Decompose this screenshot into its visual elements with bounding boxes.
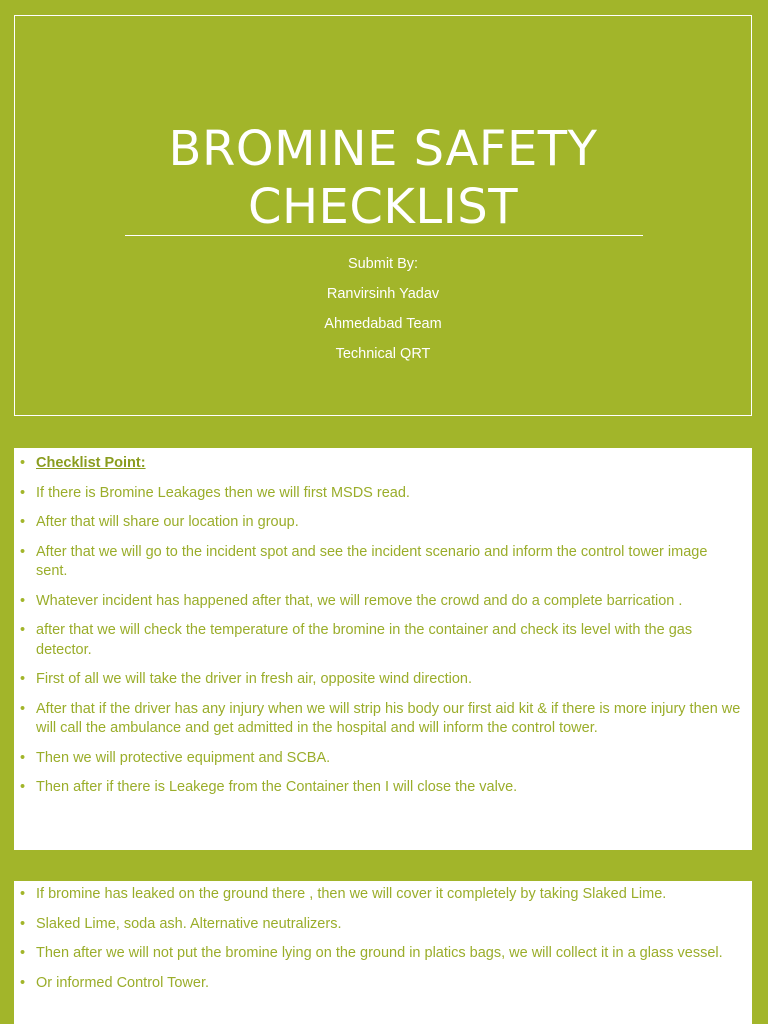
title-line-1: BROMINE SAFETY — [168, 121, 598, 177]
checklist-heading: Checklist Point: — [36, 455, 146, 471]
slide-subtitle — [15, 249, 751, 369]
list-item: • If there is Bromine Leakages then we will first MSDS read. — [20, 484, 742, 504]
submitted-label: Submit By: — [347, 256, 419, 272]
list-item: • Or informed Control Tower. — [20, 974, 742, 994]
list-item: • Then after if there is Leakege from the Container then I will close the valve. — [20, 778, 742, 798]
list-item: • Whatever incident has happened after that, we will remove the crowd and do a complete barrication . — [20, 592, 742, 612]
continued-slide — [14, 881, 752, 1024]
team-name: Ahmedabad Team — [324, 316, 442, 332]
title-divider — [125, 235, 643, 236]
list-item: • After that will share our location in group. — [20, 513, 742, 533]
list-item: • Slaked Lime, soda ash. Alternative neutralizers. — [20, 915, 742, 935]
checklist-heading-item — [20, 454, 742, 474]
title-line-2: CHECKLIST — [247, 179, 519, 235]
list-item: • after that we will check the temperature of the bromine in the container and check its level with the gas detector. — [20, 621, 742, 660]
list-item: • After that we will go to the incident spot and see the incident scenario and inform the control tower image sent. — [20, 543, 742, 582]
checklist-slide — [14, 448, 752, 850]
list-item: • If bromine has leaked on the ground there , then we will cover it completely by taking Slaked Lime. — [20, 885, 742, 905]
department-name: Technical QRT — [335, 346, 431, 362]
slide-title — [15, 120, 751, 236]
list-item: • Then after we will not put the bromine lying on the ground in platics bags, we will collect it in a glass vessel. — [20, 944, 742, 964]
list-item: • Then we will protective equipment and SCBA. — [20, 749, 742, 769]
list-item: • After that if the driver has any injury when we will strip his body our first aid kit & if there is more injury then we will call the ambulance and get admitted in the hospital and will inform the control tower. — [20, 700, 742, 739]
title-slide — [14, 15, 752, 416]
list-item: • First of all we will take the driver in fresh air, opposite wind direction. — [20, 670, 742, 690]
author-name: Ranvirsinh Yadav — [326, 286, 440, 302]
